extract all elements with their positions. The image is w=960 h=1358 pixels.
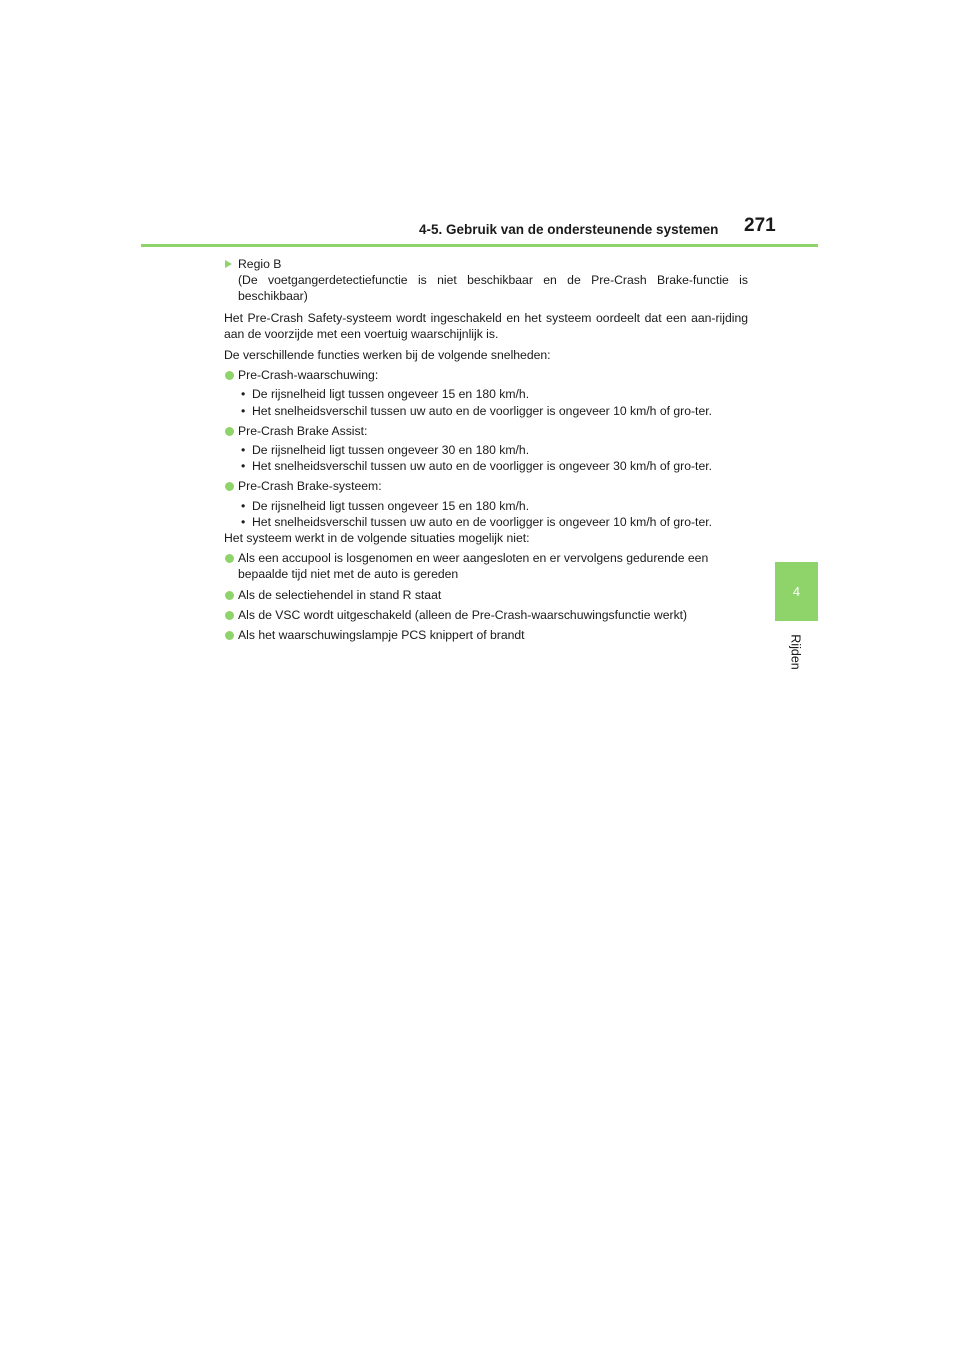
chapter-name: Rijden: [789, 634, 803, 670]
intro-paragraph: Het Pre-Crash Safety-systeem wordt ingeschakeld en het systeem oordeelt dat een aan-rijding aan de voorzijde met een voertuig waarschijnlijk is.: [224, 310, 748, 341]
condition-text: Het snelheidsverschil tussen uw auto en de voorligger is ongeveer 30 km/h of gro-ter.: [252, 459, 712, 474]
function-name: Pre-Crash-waarschuwing:: [238, 368, 379, 383]
condition-item: • Het snelheidsverschil tussen uw auto en de voorligger is ongeveer 30 km/h of gro-ter.: [241, 459, 712, 474]
condition-item: • De rijsnelheid ligt tussen ongeveer 15 en 180 km/h.: [241, 387, 530, 402]
function-item: [224, 423, 748, 439]
condition-text: De rijsnelheid ligt tussen ongeveer 15 en 180 km/h.: [252, 498, 530, 513]
chapter-tab: [775, 562, 818, 621]
page-body: [224, 256, 748, 643]
situation-text: Als de VSC wordt uitgeschakeld (alleen de Pre-Crash-waarschuwingsfunctie werkt): [238, 607, 688, 622]
header-rule: [141, 244, 818, 247]
bullet-dot-icon: [225, 482, 234, 491]
chapter-number: 4: [792, 584, 801, 599]
situation-item: [224, 550, 748, 582]
condition-text: Het snelheidsverschil tussen uw auto en de voorligger is ongeveer 10 km/h of gro-ter.: [252, 403, 712, 418]
situation-item: [224, 607, 748, 623]
condition-item: • De rijsnelheid ligt tussen ongeveer 15 en 180 km/h.: [241, 498, 530, 513]
condition-item: • Het snelheidsverschil tussen uw auto en de voorligger is ongeveer 10 km/h of gro-ter.: [241, 403, 712, 418]
intro-paragraph: De verschillende functies werken bij de volgende snelheden:: [224, 348, 551, 363]
bullet-dot-icon: [225, 427, 234, 436]
bullet-dot-icon: [225, 611, 234, 620]
function-item: [224, 478, 748, 494]
function-conditions: [224, 498, 748, 530]
condition-text: Het snelheidsverschil tussen uw auto en de voorligger is ongeveer 10 km/h of gro-ter.: [252, 514, 712, 529]
function-name: Pre-Crash Brake Assist:: [238, 423, 368, 438]
bullet-dot-icon: [225, 591, 234, 600]
situation-text: Als een accupool is losgenomen en weer aangesloten en er vervolgens gedurende een bepaalde tijd niet met de auto is gereden: [238, 551, 709, 582]
section-title: 4-5. Gebruik van de ondersteunende systemen: [419, 222, 719, 237]
triangle-bullet-icon: [225, 260, 232, 268]
region-label: Regio B: [238, 257, 282, 271]
page-number: 271: [744, 215, 776, 236]
region-note: (De voetgangerdetectiefunctie is niet beschikbaar en de Pre-Crash Brake-functie is beschikbaar): [238, 273, 748, 304]
function-name: Pre-Crash Brake-systeem:: [238, 479, 382, 494]
condition-text: De rijsnelheid ligt tussen ongeveer 15 en 180 km/h.: [252, 387, 530, 402]
chapter-label: [772, 630, 820, 674]
bullet-dot-icon: [225, 631, 234, 640]
bullet-dot-icon: [225, 371, 234, 380]
condition-item: • De rijsnelheid ligt tussen ongeveer 30 en 180 km/h.: [241, 443, 530, 458]
function-item: [224, 367, 748, 383]
situation-text: Als het waarschuwingslampje PCS knippert of brandt: [238, 628, 525, 643]
condition-text: De rijsnelheid ligt tussen ongeveer 30 en 180 km/h.: [252, 443, 530, 458]
function-conditions: [224, 442, 748, 474]
situations-intro: Het systeem werkt in de volgende situaties mogelijk niet:: [224, 531, 530, 546]
situation-item: [224, 627, 748, 643]
bullet-dot-icon: [225, 554, 234, 563]
function-conditions: [224, 386, 748, 418]
situation-item: [224, 587, 748, 603]
condition-item: • Het snelheidsverschil tussen uw auto en de voorligger is ongeveer 10 km/h of gro-ter.: [241, 514, 712, 529]
situation-text: Als de selectiehendel in stand R staat: [238, 587, 442, 602]
region-block: [224, 256, 748, 305]
